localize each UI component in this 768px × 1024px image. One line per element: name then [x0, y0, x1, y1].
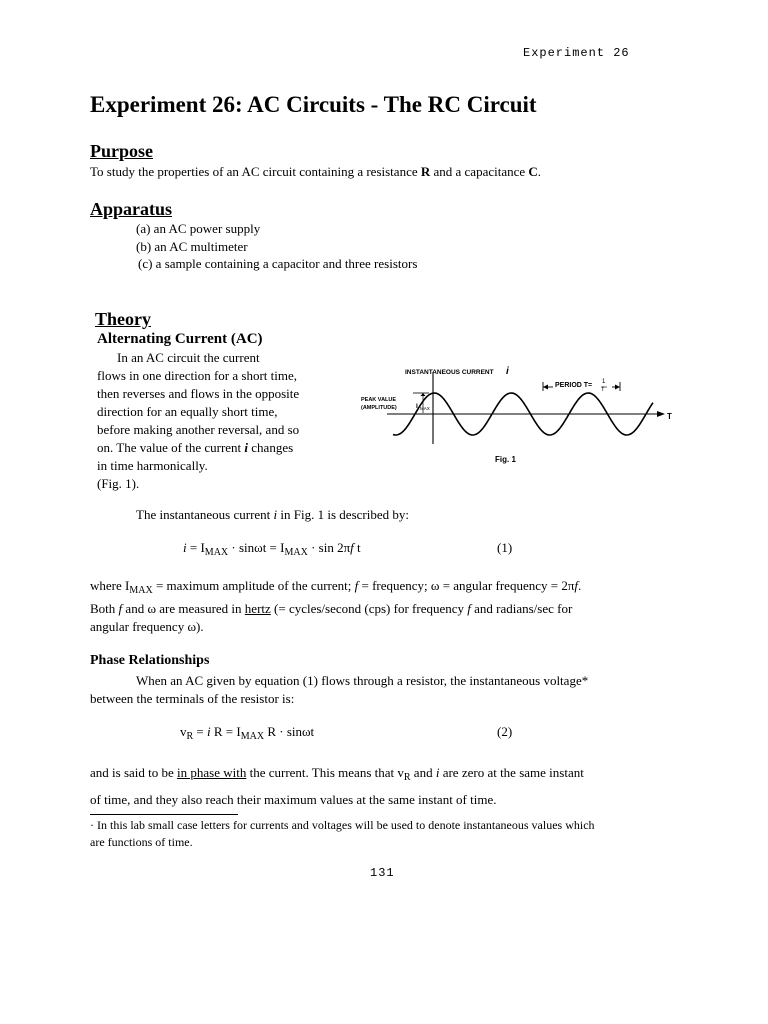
figure-1-sine-wave	[357, 360, 683, 468]
equation-intro: The instantaneous current i in Fig. 1 is described by:	[136, 507, 409, 522]
phase-paragraph: When an AC given by equation (1) flows through a resistor, the instantaneous voltage* between the terminals of the resistor is:	[90, 673, 589, 706]
fig-label-frac-den: f	[602, 387, 604, 393]
purpose-heading: Purpose	[90, 141, 153, 161]
fig-label-period: PERIOD T=	[555, 382, 593, 389]
theory-heading: Theory	[95, 309, 151, 329]
page-title: Experiment 26: AC Circuits - The RC Circuit	[90, 92, 537, 117]
fig-caption: Fig. 1	[495, 455, 516, 464]
apparatus-heading: Apparatus	[90, 199, 173, 219]
ac-paragraph: In an AC circuit the current flows in one direction for a short time, then reverses and flows in the opposite direction for an equally short time, before making another reversal, and so on. The value of the current i changes in time harmonically. (Fig. 1).	[97, 350, 300, 491]
in-phase-paragraph: and is said to be in phase with the current. This means that $v_R$ and i are zero at the same instant of time, and they also reach their maximum values at the same instant of time.	[90, 765, 584, 807]
fig-label-peak: PEAK VALUE	[361, 397, 397, 403]
fig-label-i: i	[506, 366, 509, 377]
fig-label-instantaneous: INSTANTANEOUS CURRENT	[405, 369, 494, 376]
figure-1-svg	[357, 360, 683, 468]
apparatus-item-b: (b) an AC multimeter	[136, 238, 248, 254]
footnote-rule	[90, 814, 238, 815]
purpose-text: To study the properties of an AC circuit containing a resistance R and a capacitance C.	[90, 164, 542, 179]
fig-label-frac-num: 1	[602, 379, 606, 385]
apparatus-item-c: (c) a sample containing a capacitor and three resistors	[138, 256, 418, 271]
equation-1: $i = I_{MAX} \cdot \sin\omega t = I_{MAX} \cdot \sin 2\pi f$ t	[183, 540, 361, 558]
fig-label-amplitude: (AMPLITUDE)	[361, 405, 397, 411]
running-header: Experiment 26	[523, 46, 630, 60]
equation-1-number: (1)	[497, 540, 513, 555]
ac-subheading: Alternating Current (AC)	[97, 331, 263, 347]
phase-heading: Phase Relationships	[90, 653, 210, 668]
apparatus-item-a: (a) an AC power supply	[136, 221, 261, 236]
fig-label-imax: I	[416, 403, 418, 410]
fig-label-imax-sub: MAX	[420, 406, 430, 411]
where-paragraph: where $I_{MAX}$ = maximum amplitude of the current; f = frequency; ω = angular frequency = 2πf. Both f and ω are measured in hertz (= cycles/second (cps) for frequency f and radians/sec for angular frequency ω).	[90, 578, 582, 634]
equation-2-number: (2)	[497, 724, 513, 739]
footnote: · In this lab small case letters for currents and voltages will be used to denote instantaneous values which are functions of time.	[90, 818, 595, 849]
fig-x-arrow	[657, 411, 665, 417]
fig-label-T: T	[667, 412, 672, 421]
page-number: 131	[370, 866, 395, 880]
equation-2: $v_R = i$ $R = I_{MAX}$ R · sinωt	[180, 724, 315, 742]
